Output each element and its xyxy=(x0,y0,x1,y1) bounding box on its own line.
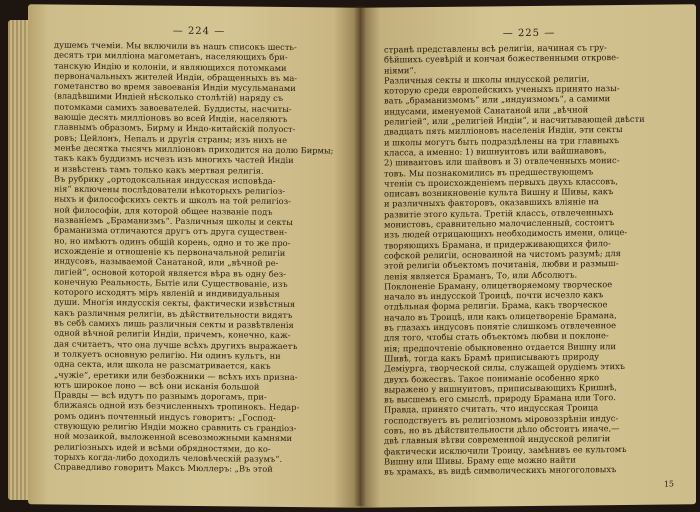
text-line: выражено у вишнуитовъ, приписывающихъ Кришнѣ, xyxy=(384,381,617,395)
text-line: класса, а именно: 1) вишнуитовъ или вайшнавовъ, xyxy=(384,145,607,158)
text-line: религіозныхъ идей и всѣми обрядностями, до ко- xyxy=(54,441,271,454)
text-line: двѣ главныя вѣтви современной индусской религіи xyxy=(384,433,611,446)
right-page xyxy=(360,4,696,508)
text-line: ствующую религію Индіи можно сравнить съ грандіоз- xyxy=(54,420,297,434)
text-line: нія“ включены послѣдователи нѣкоторыхъ религіоз- xyxy=(54,183,286,197)
text-line: дая считаетъ, что она лучше всѣхъ другихъ выражаетъ xyxy=(54,338,298,351)
right-page-text xyxy=(384,41,674,477)
text-line: ровъ; Цейлонъ, Непалъ и другія страны; изъ нихъ не xyxy=(54,132,287,145)
text-line: десятъ три милліона магометанъ, населяющихъ бри- xyxy=(54,49,288,63)
text-line: въ высшемъ его смыслѣ, природу Брамана или Того. xyxy=(384,392,616,405)
text-line: монистовъ, сравнительно малочисленный, состоитъ xyxy=(384,217,615,230)
text-line: менѣе десятка тысячъ милліоновъ приходится на долю Бирмы; xyxy=(54,142,334,156)
text-line: гометанство во время завоеванія Индіи мусульманами xyxy=(54,80,296,94)
page-stack-edge xyxy=(8,20,30,500)
text-line: первоначальныхъ жителей Индіи, обращенныхъ въ ма- xyxy=(54,70,298,83)
text-line: лигіей“, основой которой является вѣра въ одну без- xyxy=(54,266,286,279)
left-page-text xyxy=(54,40,344,476)
text-line: которую среди европейскихъ ученыхъ принято назы- xyxy=(384,83,620,96)
text-line: (владѣвшими Индіей нѣсколько столѣтій) наряду съ xyxy=(54,91,284,104)
text-line: потомками самихъ завоевателей. Буддисты, насчиты- xyxy=(54,101,292,114)
text-line: развитіе этого культа. Третій классъ, отвлеченныхъ xyxy=(384,206,614,220)
text-line: индусовъ, называемой Санатаной, или „вѣчной ре- xyxy=(54,255,279,269)
left-page-number: — 224 — xyxy=(172,25,226,38)
text-line: Справедливо говоритъ Максъ Мюллеръ: „Въ этой xyxy=(54,461,273,474)
text-line: нія; предпочтеніе обыкновенно отдается Вишну или xyxy=(384,340,616,354)
book-gutter xyxy=(354,6,366,506)
text-line: названіемъ „Браманизмъ“. Различныя школы и секты xyxy=(54,214,293,228)
text-line: и извѣстенъ тамъ только какъ мертвая религія. xyxy=(54,163,264,176)
text-line: душемъ тчеміи. Мы включили въ нашъ списокъ шесть- xyxy=(54,39,297,53)
left-page xyxy=(28,4,360,507)
text-line: въ себѣ самихъ лишь различныя секты и развѣтвленія xyxy=(54,317,294,331)
text-line: одной вѣчной религіи Индіи, причемъ, конечно, каж- xyxy=(54,327,291,341)
text-line: чтеніи съ происхожденіемъ первыхъ двухъ классовъ, xyxy=(384,175,618,189)
text-line: ной философіи, для которой общее названіе подъ xyxy=(54,204,273,217)
text-line: такъ какъ буддизмъ исчезъ изъ многихъ частей Индіи xyxy=(54,152,294,166)
text-line: двухъ божествъ. Такое пониманіе особенно ярко xyxy=(384,371,600,385)
text-line: религіей“, или „религіей Индіи“, и насчитывающей двѣсти xyxy=(384,113,645,127)
text-line: въ храмахъ, въ видѣ символическихъ многоголовыхъ xyxy=(384,464,617,477)
text-line: танскую Индію и колоніи, и являющихся потомками xyxy=(54,60,287,73)
text-line: фактически исключили Троицу, замѣнивъ ее культомъ xyxy=(384,443,627,457)
text-line: ныхъ и философскихъ сектъ и школъ на той религіоз- xyxy=(54,193,291,207)
text-line: но, но имѣютъ одинъ общій корень, одно и то же про- xyxy=(54,235,291,248)
text-line: Вишну или Шивы. Браму еще можно найти xyxy=(384,454,576,467)
text-line: главнымъ образомъ, Бирму и Индо-китайскій полуост- xyxy=(54,121,296,135)
text-line: и школы могутъ быть подраздѣлены на три главныхъ xyxy=(384,134,620,148)
text-line: ной мозаикой, выложенной всевозможными камнями xyxy=(54,430,293,444)
text-line: ромъ одинъ почтенный индусъ говоритъ: „Господ- xyxy=(54,410,276,423)
text-line: конечную Реальность, Бытіе или Существованіе, изъ xyxy=(54,276,288,289)
text-line: ютъ широкое лоно — всѣ они исканія большой xyxy=(54,379,260,392)
text-line: ніями“. xyxy=(384,64,417,76)
text-line: какъ различныя религіи, въ дѣйствительности видятъ xyxy=(54,307,293,320)
text-line: этой религіи объектомъ почитанія, любви и размыш- xyxy=(384,258,619,271)
text-line: Поклоненіе Браману, олицетворяемому творческое xyxy=(384,278,613,292)
text-line: Правда, принято считать, что индусская Троица xyxy=(384,402,599,415)
text-line: для того, чтобы стать объектомъ любви и поклоне- xyxy=(384,330,609,343)
text-line: отдѣльная форма религіи. Брама, какъ творческое xyxy=(384,299,608,312)
text-line: описавъ возникновеніе культа Вишну и Шивы, какъ xyxy=(384,186,614,199)
text-line: двадцать пять милліоновъ населенія Индіи, эти секты xyxy=(384,124,623,137)
text-line: творяющихъ Брамана, и придерживающихся фило- xyxy=(384,237,611,251)
text-line: и толкуетъ основную религію. Ни одинъ культъ, ни xyxy=(54,348,281,361)
text-line: Правды — всѣ идутъ по разнымъ дорогамъ, при- xyxy=(54,389,267,402)
text-line: Деміурга, творческой силы, служащей орудіемъ этихъ xyxy=(384,361,625,374)
text-line: господствуетъ въ религіозномъ міровоззрѣніи индус- xyxy=(384,412,619,426)
text-line: Шивѣ, тогда какъ Брамѣ приписываютъ природу xyxy=(384,351,599,364)
text-line: одна секта, или школа не разсматривается, какъ xyxy=(54,358,271,372)
text-line: ближаясь одной изъ безчисленныхъ тропинокъ. Недар- xyxy=(54,399,300,413)
signature-mark: 15 xyxy=(663,479,674,489)
text-line: вающіе десять милліоновъ во всей Индіи, населяютъ xyxy=(54,111,288,125)
right-page-number: — 225 — xyxy=(502,27,556,40)
text-line: софской религіи, основанной на чистомъ разумѣ; для xyxy=(384,247,621,261)
text-line: начало въ Троицѣ, или какъ олицетвореніе Брамана, xyxy=(384,309,617,323)
text-line: Различныя секты и школы индусской религіи, xyxy=(384,73,590,86)
text-line: браманизма отличаются другъ отъ друга существен- xyxy=(54,224,288,238)
text-line: и различныхъ факторовъ, оказавшихъ вліяніе на xyxy=(384,196,599,209)
text-line: изъ людей отрицающихъ необходимость имени, олице- xyxy=(384,227,628,240)
open-book xyxy=(8,6,696,506)
text-line: Въ рубрику „ортодоксальная индусская исповѣда- xyxy=(54,173,276,186)
text-line: начало въ индусской Троицѣ, почти исчезло какъ xyxy=(384,289,604,302)
text-line: торыхъ когда-либо доходилъ человѣческій разумъ“. xyxy=(54,451,283,464)
text-line: „чужіе“, еретики или безбожники — всѣхъ ихъ призна- xyxy=(54,369,298,382)
text-line: души. Многія индусскія секты, фактически извѣстныя xyxy=(54,296,296,310)
text-line: странѣ представлены всѣ религіи, начиная съ гру- xyxy=(384,42,607,55)
text-line: 2) шиваитовъ или шайвовъ и 3) отвлеченныхъ монис- xyxy=(384,155,620,168)
text-line: въ глазахъ индусовъ понятіе слишкомъ отвлеченное xyxy=(384,320,617,333)
text-line: которого исходятъ міръ явленій и индивидуальныя xyxy=(54,286,280,300)
text-line: исхожденіе и отношеніе къ первоначальной религіи xyxy=(54,245,286,258)
text-line: ленія является Браманъ, То, или Абсолютъ. xyxy=(384,269,578,282)
text-line: бѣйшихъ суевѣрій и кончая божественными открове- xyxy=(384,52,619,65)
text-line: товъ. Мы познакомились въ предшествующемъ xyxy=(384,165,594,179)
text-line: индусами, именуемой Санатаной или „вѣчной xyxy=(384,104,589,117)
text-line: вать „браманизмомъ“ или „индуизмомъ“, а самими xyxy=(384,93,611,106)
text-line: совъ, но въ дѣйствительности дѣло обстоитъ иначе,— xyxy=(384,423,620,436)
